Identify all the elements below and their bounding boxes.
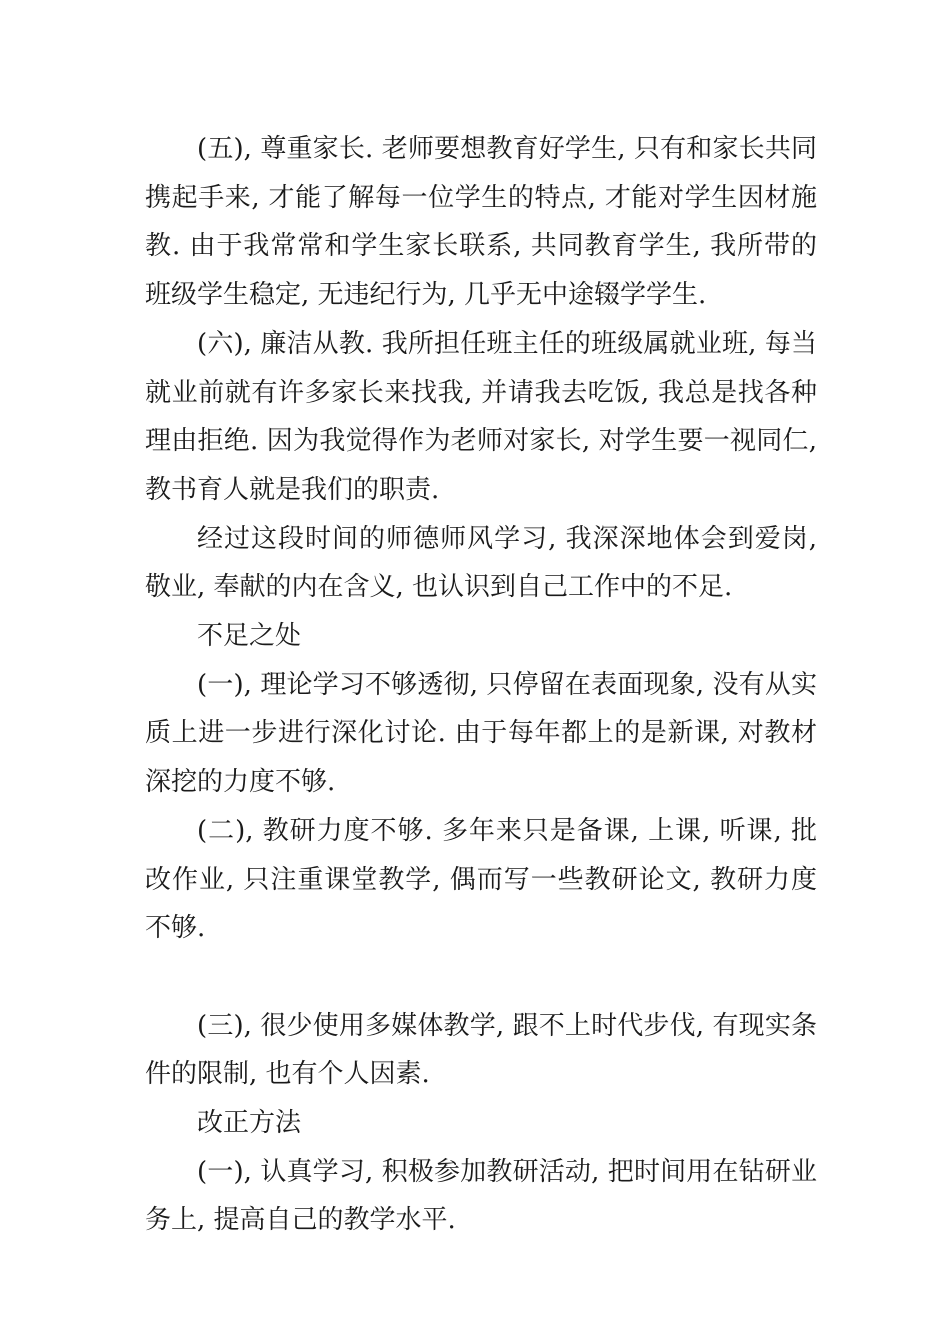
section-heading-corrections: 改正方法: [197, 1108, 302, 1139]
paragraph-shortcoming-research: (二), 教研力度不够. 多年来只是备课, 上课, 听课, 批改作业, 只注重课堂教学, 偶而写一些教研论文, 教研力度不够.: [145, 815, 817, 944]
blank-line: [145, 953, 817, 1002]
paragraph-correction-study: (一), 认真学习, 积极参加教研活动, 把时间用在钻研业务上, 提高自己的教学水平.: [145, 1156, 817, 1236]
paragraph-shortcoming-multimedia: (三), 很少使用多媒体教学, 跟不上时代步伐, 有现实条件的限制, 也有个人因素.: [145, 1010, 817, 1090]
paragraph-honest-teaching: (六), 廉洁从教. 我所担任班主任的班级属就业班, 每当就业前就有许多家长来找我, 并请我去吃饭, 我总是找各种理由拒绝. 因为我觉得作为老师对家长, 对学生要一视同仁, 教书育人就是我们的职责.: [145, 328, 817, 505]
section-heading-shortcomings: 不足之处: [197, 621, 302, 652]
paragraph-study-reflection: 经过这段时间的师德师风学习, 我深深地体会到爱岗, 敬业, 奉献的内在含义, 也认识到自己工作中的不足.: [145, 523, 817, 603]
paragraph-shortcoming-theory: (一), 理论学习不够透彻, 只停留在表面现象, 没有从实质上进一步进行深化讨论. 由于每年都上的是新课, 对教材深挖的力度不够.: [145, 669, 817, 798]
paragraph-respect-parents: (五), 尊重家长. 老师要想教育好学生, 只有和家长共同携起手来, 才能了解每一位学生的特点, 才能对学生因材施教. 由于我常常和学生家长联系, 共同教育学生, 我所带的班级学生稳定, 无违纪行为, 几乎无中途辍学学生.: [145, 134, 817, 311]
document-body: [145, 125, 817, 1245]
